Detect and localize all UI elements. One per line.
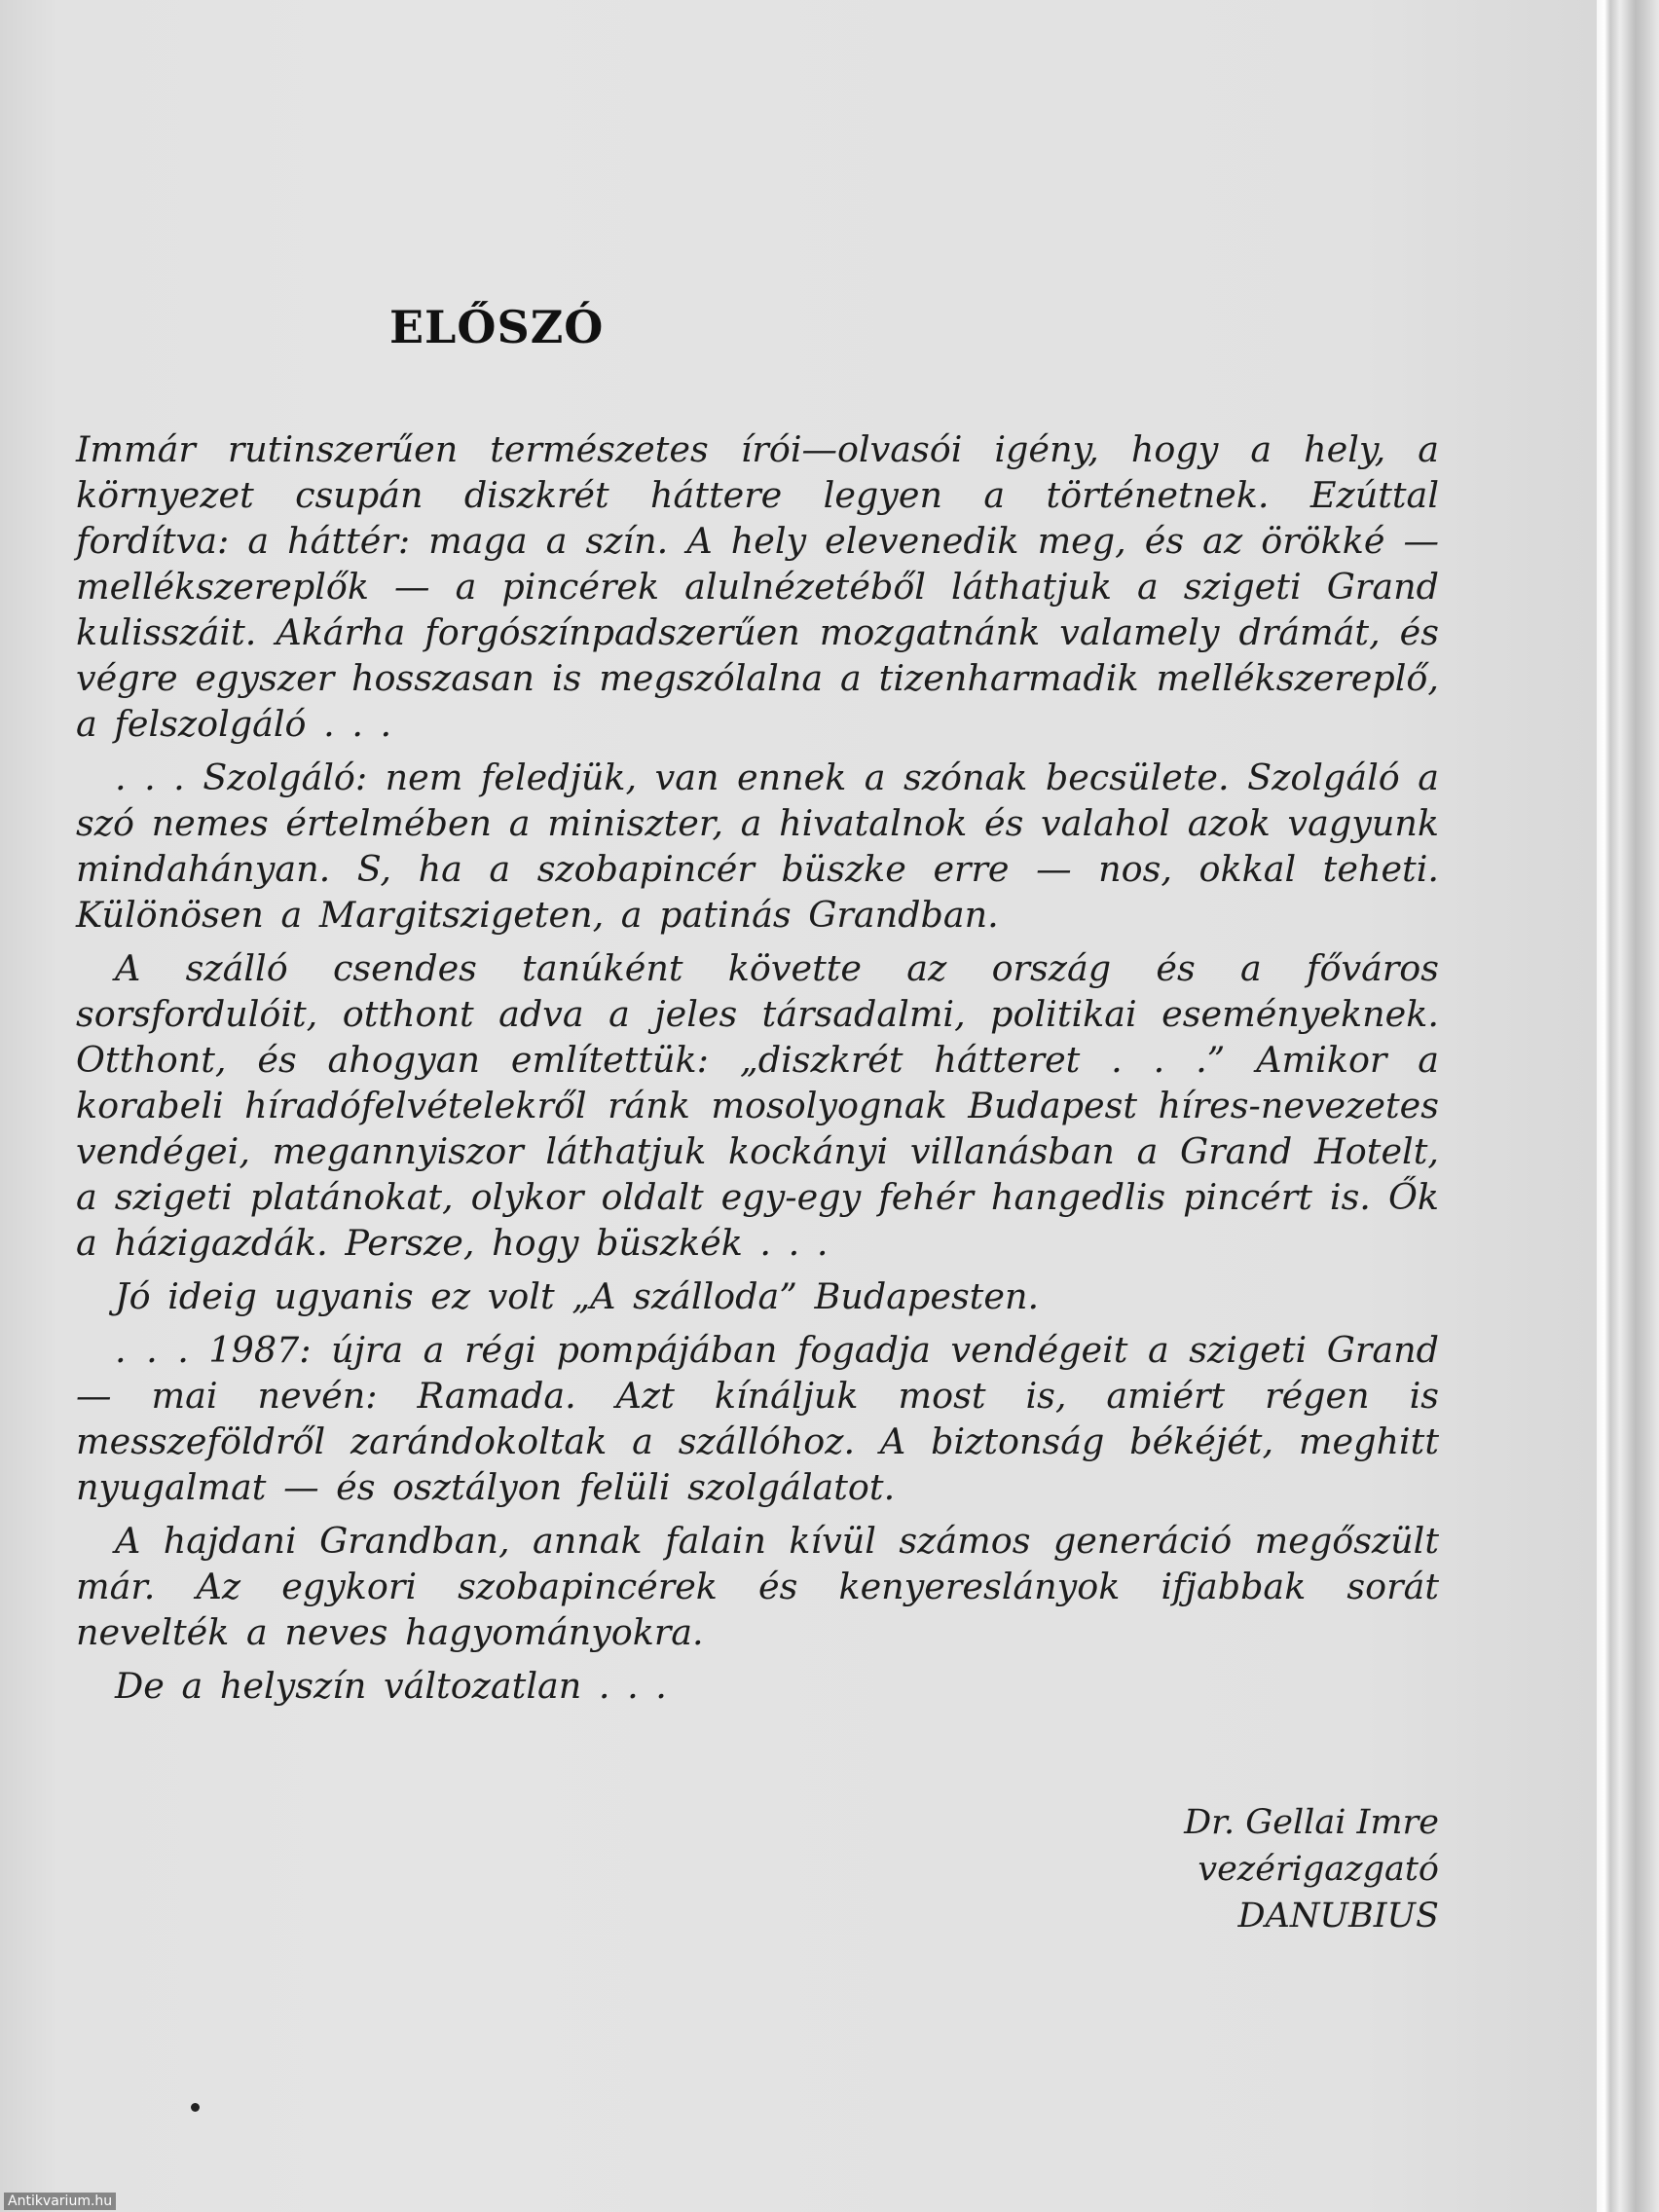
page-title: ELŐSZÓ bbox=[389, 300, 605, 353]
paragraph-1: Immár rutinszerűen természetes írói—olvasói igény, hogy a hely, a környezet csupán diszkrét háttere legyen a történetnek. Ezúttal fordítva: a háttér: maga a szín. A hely elevenedik meg, és az örökké — mellékszereplők — a pincérek alulnézetéből láthatjuk a szigeti Grand kulisszáit. Akárha forgószínpadszerűen mozgatnánk valamely drámát, és végre egyszer hosszasan is megszólalna a tizenharmadik mellékszereplő, a felszolgáló . . . bbox=[76, 428, 1439, 745]
page-edge bbox=[1597, 0, 1659, 2212]
watermark: Antikvarium.hu bbox=[4, 2193, 116, 2210]
paragraph-6: A hajdani Grandban, annak falain kívül számos generáció megőszült már. Az egykori szobapincérek és kenyereslányok ifjabbak sorát nevelték a neves hagyományokra. bbox=[76, 1520, 1439, 1653]
signature-company: DANUBIUS bbox=[1237, 1897, 1439, 1936]
paragraph-2: . . . Szolgáló: nem feledjük, van ennek a szónak becsülete. Szolgáló a szó nemes értelmében a miniszter, a hivatalnok és valahol azok vagyunk mindahányan. S, ha a szobapincér büszke erre — nos, okkal teheti. Különösen a Margitszigeten, a patinás Grandban. bbox=[76, 756, 1439, 936]
paragraph-7: De a helyszín változatlan . . . bbox=[115, 1665, 667, 1707]
signature-position: vezérigazgató bbox=[1198, 1850, 1439, 1889]
paragraph-4: Jó ideig ugyanis ez volt „A szálloda” Budapesten. bbox=[115, 1275, 1040, 1317]
preface-text bbox=[76, 426, 1439, 1716]
signature-name: Dr. Gellai Imre bbox=[1184, 1803, 1439, 1842]
paragraph-5: . . . 1987: újra a régi pompájában fogadja vendégeit a szigeti Grand — mai nevén: Ramada. Azt kínáljuk most is, amiért régen is messzeföldről zarándokoltak a szállóhoz. A biztonság békéjét, meghitt nyugalmat — és osztályon felüli szolgálatot. bbox=[76, 1329, 1439, 1508]
signature-block bbox=[1071, 1799, 1439, 1939]
ink-dot bbox=[191, 2103, 200, 2112]
paragraph-3: A szálló csendes tanúként követte az ország és a főváros sorsfordulóit, otthont adva a jeles társadalmi, politikai eseményeknek. Otthont, és ahogyan említettük: „diszkrét hátteret . . .” Amikor a korabeli híradófelvételekről ránk mosolyognak Budapest híres-nevezetes vendégei, megannyiszor láthatjuk kockányi villanásban a Grand Hotelt, a szigeti platánokat, olykor oldalt egy-egy fehér hangedlis pincért is. Ők a házigazdák. Persze, hogy büszkék . . . bbox=[76, 947, 1439, 1264]
